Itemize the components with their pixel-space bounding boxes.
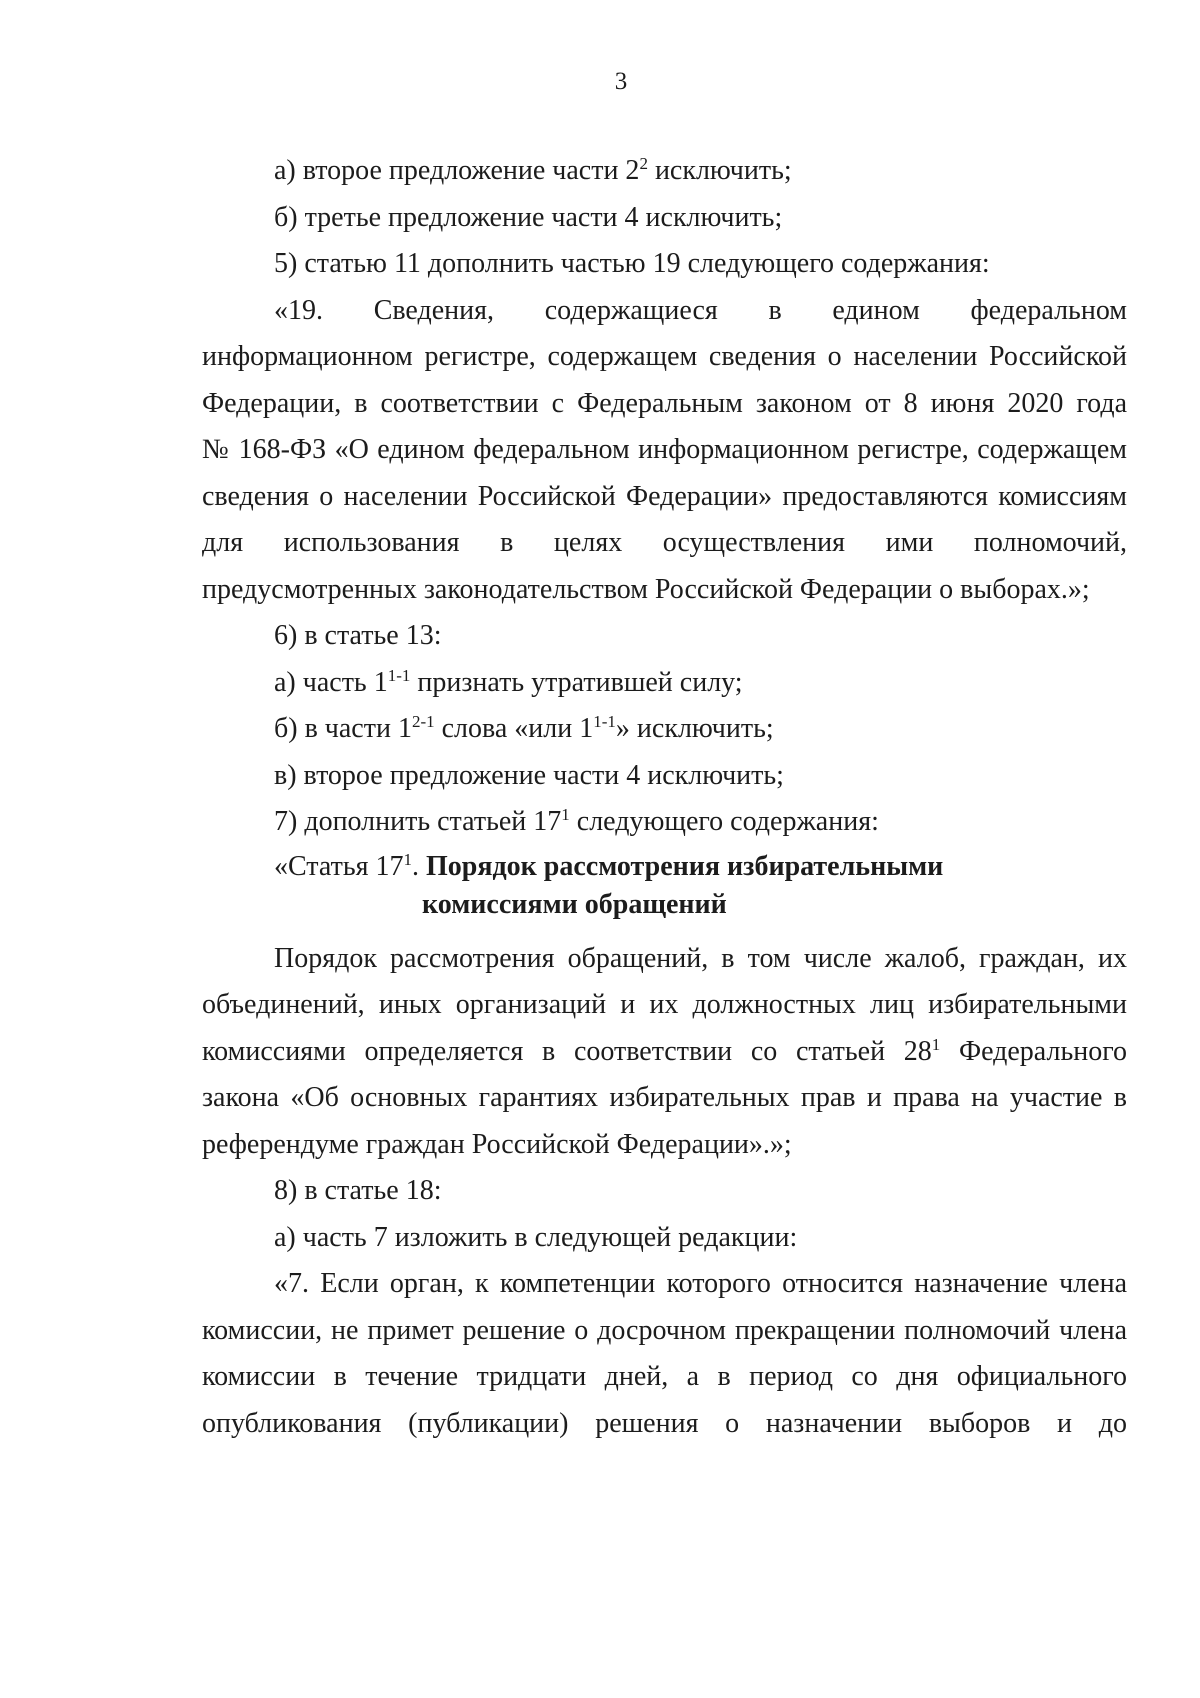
text-line: 8) в статье 18: xyxy=(274,1175,442,1206)
article-heading-line: «Статья $17^1$. Порядок рассмотрения избирательными xyxy=(274,849,944,882)
text-line: закона «Об основных гарантиях избирательных прав и права на участие в xyxy=(202,1082,1127,1113)
text-line: комиссии, не примет решение о досрочном прекращении полномочий члена xyxy=(202,1314,1127,1346)
article-heading-line: комиссиями обращений xyxy=(422,888,727,920)
text-line: 5) статью 11 дополнить частью 19 следующего содержания: xyxy=(274,248,990,279)
text-line: «7. Если орган, к компетенции которого относится назначение члена xyxy=(274,1268,1127,1299)
text-line: в) второе предложение части 4 исключить; xyxy=(274,759,784,791)
text-line: 6) в статье 13: xyxy=(274,620,442,651)
text-line: Порядок рассмотрения обращений, в том числе жалоб, граждан, их xyxy=(274,942,1127,974)
text-line: б) в части 1$^{2-1}$ слова «или 1$^{1-1}$» исключить; xyxy=(274,711,774,744)
text-line: референдуме граждан Российской Федерации».»; xyxy=(202,1128,792,1160)
text-line: 7) дополнить статьей $17^1$ следующего содержания: xyxy=(274,804,879,837)
text-line: комиссиями определяется в соответствии со статьей $28^1$ Федерального xyxy=(202,1034,1127,1067)
text-line: сведения о населении Российской Федерации» предоставляются комиссиям xyxy=(202,480,1127,512)
text-line: Федерации, в соответствии с Федеральным законом от 8 июня 2020 года xyxy=(202,387,1127,419)
text-line: «19. Сведения, содержащиеся в едином федеральном xyxy=(274,294,1127,326)
text-line: для использования в целях осуществления ими полномочий, xyxy=(202,527,1127,558)
text-line: информационном регистре, содержащем сведения о населении Российской xyxy=(202,341,1127,372)
text-line: а) второе предложение части $2^2$ исключить; xyxy=(274,153,792,186)
text-line: объединений, иных организаций и их должностных лиц избирательными xyxy=(202,989,1127,1020)
text-line: комиссии в течение тридцати дней, а в период со дня официального xyxy=(202,1361,1127,1392)
text-line: предусмотренных законодательством Российской Федерации о выборах.»; xyxy=(202,573,1090,605)
article-heading xyxy=(202,848,1127,924)
text-line: а) часть 7 изложить в следующей редакции: xyxy=(274,1221,798,1253)
text-line: а) часть 1$^{1-1}$ признать утратившей силу; xyxy=(274,665,743,698)
text-line: б) третье предложение части 4 исключить; xyxy=(274,201,783,233)
text-line: опубликования (публикации) решения о назначении выборов и до xyxy=(202,1407,1127,1439)
page-number: 3 xyxy=(614,68,628,95)
document-body xyxy=(202,148,1127,1447)
text-line: № 168-ФЗ «О едином федеральном информационном регистре, содержащем xyxy=(202,434,1127,465)
